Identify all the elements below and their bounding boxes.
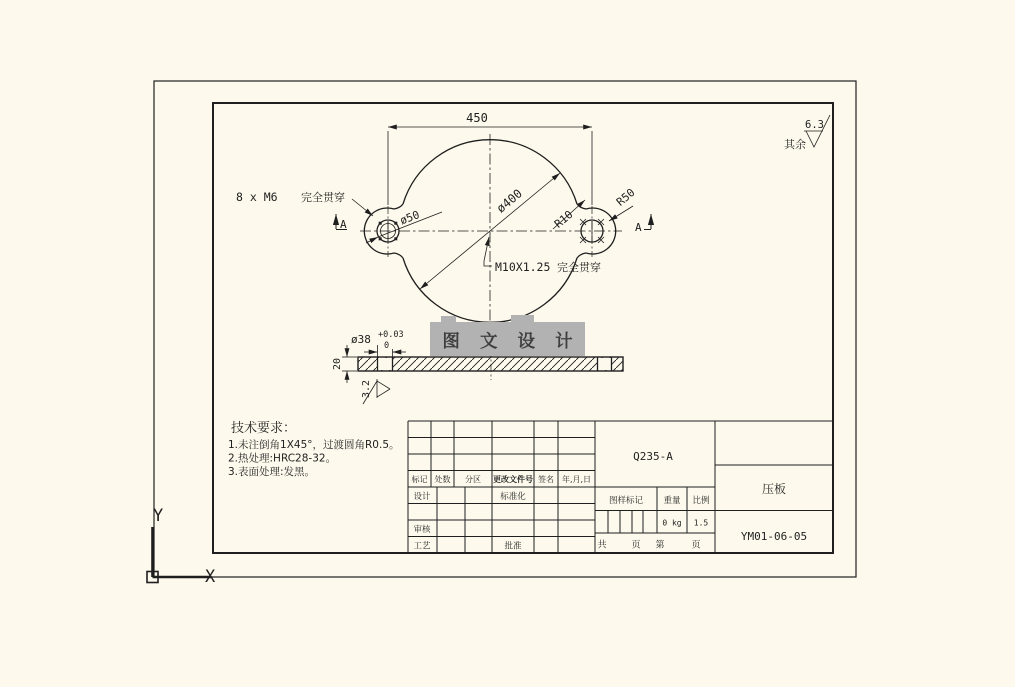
tech-requirements — [228, 420, 400, 478]
tb-weight-label: 重量 — [663, 496, 681, 506]
section-mark-left — [336, 214, 347, 231]
ucs-x-label: X — [205, 567, 216, 587]
tb-header-changefile: 更改文件号 — [493, 475, 533, 484]
tb-header-date: 年,月,日 — [561, 475, 592, 484]
tech-req-title: 技术要求： — [231, 421, 297, 436]
watermark-text: 图 文 设 计 — [442, 332, 580, 352]
section-a-right: A — [635, 221, 642, 234]
tb-header-sign: 签名 — [538, 475, 554, 484]
dim-dia38: ø38 — [351, 333, 371, 346]
tb-drawing-number: YM01-06-05 — [740, 530, 808, 543]
section-a-left: A — [340, 218, 347, 231]
tb-design: 设计 — [413, 492, 431, 502]
tb-header-zone: 分区 — [465, 475, 481, 484]
tb-pages-page1: 页 — [631, 540, 641, 551]
tb-header-mark: 标记 — [411, 475, 428, 484]
section-mark-right — [635, 214, 651, 234]
thru-note-2: 完全贯穿 — [557, 261, 601, 274]
holes-count-label: 8 x M6 — [236, 190, 278, 204]
tb-approve: 批准 — [504, 541, 522, 552]
tech-req-item-2: 2.热处理:HRC28-32。 — [228, 452, 337, 465]
plan-dimensions — [236, 111, 651, 289]
tb-process: 工艺 — [413, 541, 431, 552]
dim-dia50: ø50 — [398, 208, 422, 228]
thru-note-1: 完全贯穿 — [301, 191, 345, 204]
tb-header-count: 处数 — [434, 475, 451, 484]
plan-view — [360, 134, 622, 332]
roughness-default — [784, 115, 830, 151]
dim-r50: R50 — [613, 185, 638, 209]
dim-450: 450 — [466, 111, 488, 125]
title-block — [408, 421, 833, 553]
tb-standardization: 标准化 — [500, 492, 526, 502]
tb-pages-total-label: 共 — [597, 540, 607, 551]
ucs-icon — [147, 506, 216, 587]
tb-drawing-mark-label: 图样标记 — [608, 496, 644, 506]
tb-pages-no-label: 第 — [655, 540, 665, 551]
tb-review: 审核 — [413, 525, 431, 535]
tb-weight-value: 0 kg — [662, 518, 682, 528]
rough-rest-label: 其余 — [784, 138, 806, 151]
tb-scale-value: 1.5 — [693, 518, 709, 528]
dim-dia400: ø400 — [493, 186, 526, 216]
tech-req-item-3: 3.表面处理:发黑。 — [228, 466, 316, 478]
roughness-3-2-symbol — [361, 379, 390, 404]
ucs-y-label: Y — [153, 506, 164, 526]
rough-6-3: 6.3 — [805, 119, 824, 131]
tb-pages-page2: 页 — [691, 540, 701, 551]
tb-scale-label: 比例 — [692, 496, 710, 506]
tech-req-item-1: 1.未注倒角1X45°，过渡圆角R0.5。 — [228, 439, 400, 451]
tb-material: Q235-A — [633, 450, 673, 463]
dia38-tol-low: 0 — [384, 341, 390, 351]
rough-3-2: 3.2 — [361, 379, 372, 399]
dim-r10: R10 — [551, 207, 576, 231]
dim-thickness: 20 — [332, 357, 343, 371]
tb-part-name: 压板 — [761, 482, 787, 496]
thread-spec: M10X1.25 — [495, 260, 551, 274]
dia38-tol-up: +0.03 — [378, 330, 404, 340]
